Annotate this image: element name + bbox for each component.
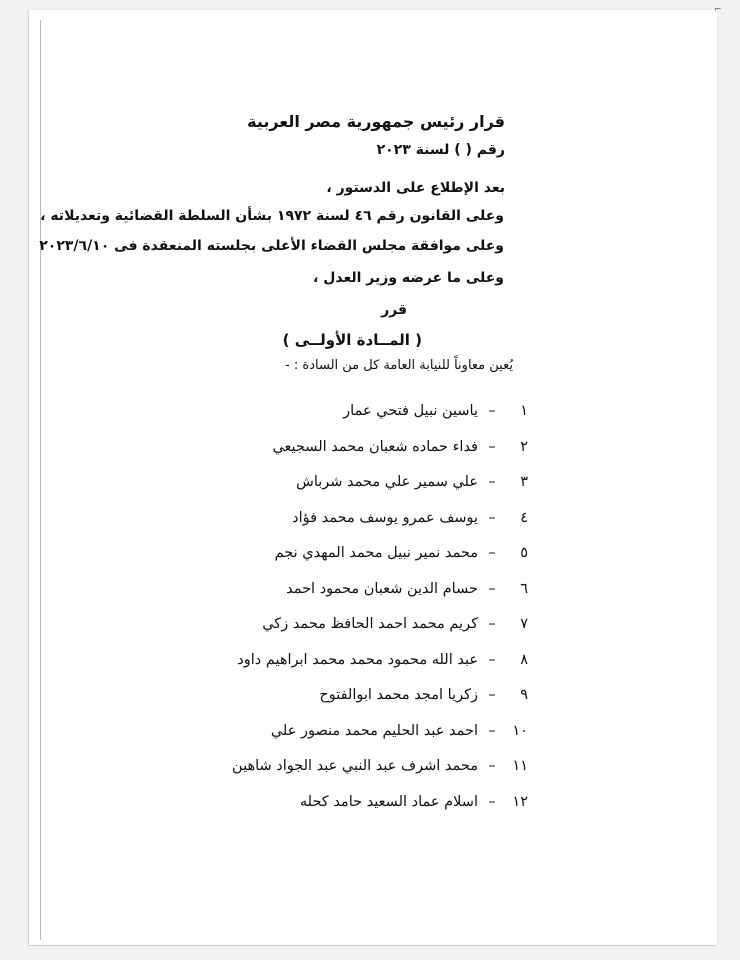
list-item [232, 649, 528, 685]
preamble-line-1: بعد الإطلاع على الدستور ، [326, 180, 505, 196]
item-dash: – [488, 474, 496, 490]
item-name: ياسين نبيل فتحي عمار [343, 403, 478, 419]
item-name: اسلام عماد السعيد حامد كحله [299, 793, 478, 810]
item-number: ٢ [520, 438, 528, 455]
preamble-line-3: وعلى موافقة مجلس القضاء الأعلى بجلسته المنعقدة فى ٢٠٢٣/٦/١٠ [39, 238, 504, 254]
decree-header: قرار رئيس جمهورية مصر العربية [247, 112, 505, 131]
list-item [232, 791, 528, 827]
item-number: ٩ [520, 687, 528, 703]
corner-mark-icon: ⌐ [714, 5, 722, 15]
list-item [232, 684, 528, 720]
item-dash: – [488, 403, 496, 419]
item-dash: – [488, 758, 496, 774]
item-name: كريم محمد احمد الحافظ محمد زكي [262, 616, 478, 632]
decree-word: قرر [381, 302, 407, 318]
item-name: حسام الدين شعبان محمود احمد [286, 580, 478, 597]
item-dash: – [488, 580, 496, 597]
item-name: محمد نمير نبيل محمد المهدي نجم [274, 545, 478, 561]
item-name: زكريا امجد محمد ابوالفتوح [319, 687, 478, 703]
item-name: يوسف عمرو يوسف محمد فؤاد [292, 509, 478, 526]
list-item [232, 578, 528, 614]
item-dash: – [488, 687, 496, 703]
item-dash: – [488, 616, 496, 632]
preamble-line-2: وعلى القانون رقم ٤٦ لسنة ١٩٧٢ بشأن السلطة القضائية وتعديلاته ، [40, 208, 504, 224]
item-number: ١٢ [512, 793, 528, 810]
item-dash: – [488, 545, 496, 561]
item-dash: – [488, 793, 496, 810]
item-number: ٤ [520, 509, 528, 526]
names-list [232, 400, 528, 826]
list-item [232, 755, 528, 791]
item-dash: – [488, 722, 496, 739]
item-number: ٣ [520, 474, 528, 490]
item-number: ١١ [512, 758, 528, 774]
list-item [232, 613, 528, 649]
item-number: ١ [520, 403, 528, 419]
list-item [232, 400, 528, 436]
item-number: ٥ [520, 545, 528, 561]
decree-number-line: رقم ( ) لسنة ٢٠٢٣ [376, 142, 505, 158]
list-item [232, 436, 528, 472]
appointment-text: يُعين معاوناً للنيابة العامة كل من السادة : - [285, 358, 513, 373]
list-item [232, 542, 528, 578]
item-dash: – [488, 438, 496, 455]
item-number: ٦ [520, 580, 528, 597]
page-edge-divider [40, 20, 41, 940]
item-name: احمد عبد الحليم محمد منصور علي [270, 722, 478, 739]
list-item [232, 471, 528, 507]
item-name: محمد اشرف عبد النبي عبد الجواد شاهين [232, 758, 478, 774]
item-number: ٨ [520, 651, 528, 668]
item-dash: – [488, 651, 496, 668]
page-bottom-edge [28, 945, 716, 946]
item-dash: – [488, 509, 496, 526]
list-item [232, 720, 528, 756]
preamble-line-4: وعلى ما عرضه وزير العدل ، [313, 270, 504, 286]
list-item [232, 507, 528, 543]
article-title: ( المــادة الأولــى ) [282, 331, 422, 349]
item-name: فداء حماده شعبان محمد السجيعي [272, 438, 478, 455]
item-number: ٧ [520, 616, 528, 632]
item-name: عبد الله محمود محمد محمد ابراهيم داود [237, 651, 478, 668]
item-number: ١٠ [512, 722, 528, 739]
item-name: علي سمير علي محمد شرباش [296, 474, 478, 490]
